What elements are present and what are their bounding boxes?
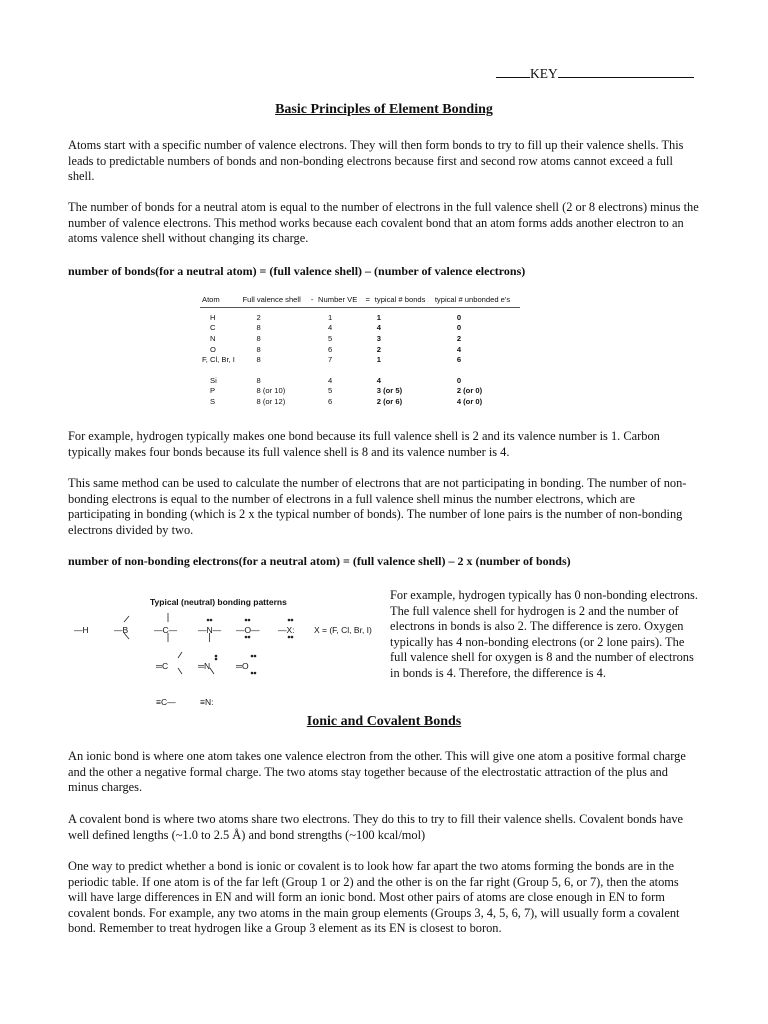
key-label: KEY — [530, 66, 558, 81]
cell-unbonded: 4 (or 0) — [456, 396, 483, 406]
col-equals: = — [364, 293, 373, 308]
pattern-triple-c: ≡C— — [156, 697, 176, 707]
cell-shell: 8 — [256, 333, 261, 343]
pattern-x: —X: — [278, 625, 295, 635]
o-lone-pair-dot — [245, 636, 247, 638]
double-o-lone-pair-dot — [251, 672, 253, 674]
table-header-row — [200, 293, 520, 308]
cell-ve: 6 — [328, 344, 333, 354]
cell-ve: 5 — [328, 386, 333, 396]
cell-atom: N — [210, 333, 216, 343]
table-row — [200, 344, 520, 355]
pattern-c: —C— — [154, 625, 178, 635]
pattern-double-c: ═C — [156, 661, 169, 671]
x-lone-pair-dot — [291, 636, 293, 638]
b-bond-down — [124, 633, 129, 639]
page-title: Basic Principles of Element Bonding — [275, 102, 493, 117]
cell-unbonded: 0 — [456, 375, 462, 385]
cell-shell: 8 — [256, 323, 261, 333]
bond-lines-svg — [60, 600, 390, 712]
key-header — [496, 66, 694, 82]
cell-atom: H — [210, 312, 216, 322]
cell-bonds: 4 — [376, 323, 382, 333]
col-full-shell: Full valence shell — [241, 293, 309, 308]
double-n-bond-down — [210, 668, 214, 674]
cell-shell: 8 — [256, 375, 261, 385]
cell-bonds: 1 — [376, 312, 382, 322]
table-row — [200, 386, 520, 397]
col-number-ve: Number VE — [316, 293, 363, 308]
b-bond-up — [124, 616, 129, 622]
double-o-lone-pair-dot — [251, 655, 253, 657]
n-lone-pair-dot — [207, 619, 209, 621]
double-c-bond-up — [178, 652, 182, 658]
cell-bonds: 3 (or 5) — [376, 386, 403, 396]
cell-ve: 1 — [328, 312, 333, 322]
cell-atom: O — [210, 344, 216, 354]
double-n-lone-pair-dot — [215, 658, 217, 660]
key-blank-right — [558, 66, 694, 78]
formula-nonbonding: number of non-bonding electrons(for a neutral atom) = (full valence shell) – 2 x (number of bonds) — [68, 554, 571, 568]
table-row — [200, 354, 520, 365]
col-unbonded: typical # unbonded e's — [433, 293, 520, 308]
nonbonding-paragraph: This same method can be used to calculate the number of electrons that are not participating in bonding. The number of non-bonding electrons is equal to the number of electrons in a full valence shell minus the number electrons, which are participating in bonding (which is 2 x the typical number of bonds). The number of lone pairs is the number of non-bonding electrons divided by two. — [68, 476, 687, 537]
cell-unbonded: 0 — [456, 312, 462, 322]
col-atom: Atom — [200, 293, 241, 308]
diagram-title: Typical (neutral) bonding patterns — [150, 597, 287, 607]
table-row — [200, 312, 520, 323]
cell-ve: 7 — [328, 355, 333, 365]
double-o-lone-pair-dot — [254, 655, 256, 657]
cell-shell: 2 — [256, 312, 261, 322]
pattern-triple-n: ≡N: — [200, 697, 214, 707]
intro-paragraph: Atoms start with a specific number of valence electrons. They will then form bonds to try to fill up their valence shells. This leads to predictable numbers of bonds and non-bonding electrons because first and second row atoms cannot exceed a full shell. — [68, 138, 684, 183]
cell-unbonded: 2 (or 0) — [456, 386, 483, 396]
cell-ve: 4 — [328, 323, 333, 333]
pattern-double-o: ═O — [236, 661, 249, 671]
col-bonds: typical # bonds — [373, 293, 433, 308]
pattern-double-n: ═N — [198, 661, 211, 671]
example-paragraph: For example, hydrogen typically makes one bond because its full valence shell is 2 and its valence number is 1. Carbon typically makes four bonds because its full valence shell is 8 and its valence number is 4. — [68, 429, 660, 459]
cell-bonds: 2 — [376, 344, 382, 354]
double-n-lone-pair-dot — [215, 655, 217, 657]
cell-bonds: 1 — [376, 355, 382, 365]
cell-bonds: 2 (or 6) — [376, 396, 403, 406]
pattern-o: —O— — [236, 625, 260, 635]
double-c-bond-down — [178, 668, 182, 674]
section-title-ionic-covalent: Ionic and Covalent Bonds — [306, 714, 462, 729]
bonds-paragraph: The number of bonds for a neutral atom is equal to the number of electrons in the full valence shell (2 or 8 electrons) minus the number of valence electrons. This method works because each covalent bond that an atom forms adds another electron to an atoms valence shell without changing its charge. — [68, 200, 699, 245]
cell-unbonded: 6 — [456, 355, 462, 365]
x-lone-pair-dot — [288, 636, 290, 638]
pattern-h: —H — [74, 625, 89, 635]
table-row — [200, 375, 520, 386]
col-minus: - — [309, 293, 316, 308]
o-lone-pair-dot — [245, 619, 247, 621]
x-lone-pair-dot — [288, 619, 290, 621]
cell-bonds: 4 — [376, 375, 382, 385]
double-o-lone-pair-dot — [254, 672, 256, 674]
cell-atom: Si — [210, 375, 217, 385]
cell-unbonded: 4 — [456, 344, 462, 354]
halogen-note: X = (F, Cl, Br, I) — [314, 625, 372, 635]
ionic-paragraph: An ionic bond is where one atom takes one valence electron from the other. This will give one atom a positive formal charge and the other a negative formal charge. The two atoms stay together because of the electrostatic attraction of the plus and minus charges. — [68, 749, 686, 794]
key-blank-left — [496, 66, 530, 78]
cell-shell: 8 — [256, 355, 261, 365]
side-paragraph: For example, hydrogen typically has 0 non-bonding electrons. The full valence shell for hydrogen is 2 and the number of electrons in bonds is also 2. The difference is zero. Oxygen typically has 4 non-bonding electrons (or 2 lone pairs). The full valence shell for oxygen is 8 and the number of electrons in bonds is 4. Therefore, the difference is 4. — [390, 588, 698, 680]
o-lone-pair-dot — [248, 619, 250, 621]
cell-ve: 6 — [328, 396, 333, 406]
table-row — [200, 396, 520, 407]
predict-paragraph: One way to predict whether a bond is ionic or covalent is to look how far apart the two atoms forming the bonds are in the periodic table. If one atom is of the far left (Group 1 or 2) and the other is on the far right (Group 5, 6, or 7), then the atoms will have large differences in EN and will form an ionic bond. Most other pairs of atoms are close enough in EN to form covalent bonds. For example, any two atoms in the main group elements (Groups 3, 4, 5, 6, 7), will usually form a covalent bond. Remember to treat hydrogen like a Group 3 element as its EN is closest to boron. — [68, 859, 680, 935]
covalent-paragraph: A covalent bond is where two atoms share two electrons. They do this to try to fill their valence shells. Covalent bonds have well defined lengths (~1.0 to 2.5 Å) and bond strengths (~100 kcal/mol) — [68, 812, 684, 842]
cell-atom: C — [210, 323, 216, 333]
table-row — [200, 333, 520, 344]
pattern-b: —B — [114, 625, 129, 635]
valence-table — [200, 293, 520, 407]
cell-unbonded: 0 — [456, 323, 462, 333]
cell-shell: 8 — [256, 344, 261, 354]
x-lone-pair-dot — [291, 619, 293, 621]
cell-ve: 4 — [328, 375, 333, 385]
cell-unbonded: 2 — [456, 333, 462, 343]
n-lone-pair-dot — [210, 619, 212, 621]
cell-atom: F, Cl, Br, I — [202, 355, 235, 365]
cell-shell: 8 (or 12) — [256, 396, 286, 406]
formula-bonds: number of bonds(for a neutral atom) = (full valence shell) – (number of valence electrons) — [68, 264, 526, 278]
o-lone-pair-dot — [248, 636, 250, 638]
cell-atom: P — [210, 386, 216, 396]
pattern-n: —N— — [198, 625, 222, 635]
table-row — [200, 323, 520, 334]
cell-ve: 5 — [328, 333, 333, 343]
cell-bonds: 3 — [376, 333, 382, 343]
cell-atom: S — [210, 396, 216, 406]
cell-shell: 8 (or 10) — [256, 386, 286, 396]
